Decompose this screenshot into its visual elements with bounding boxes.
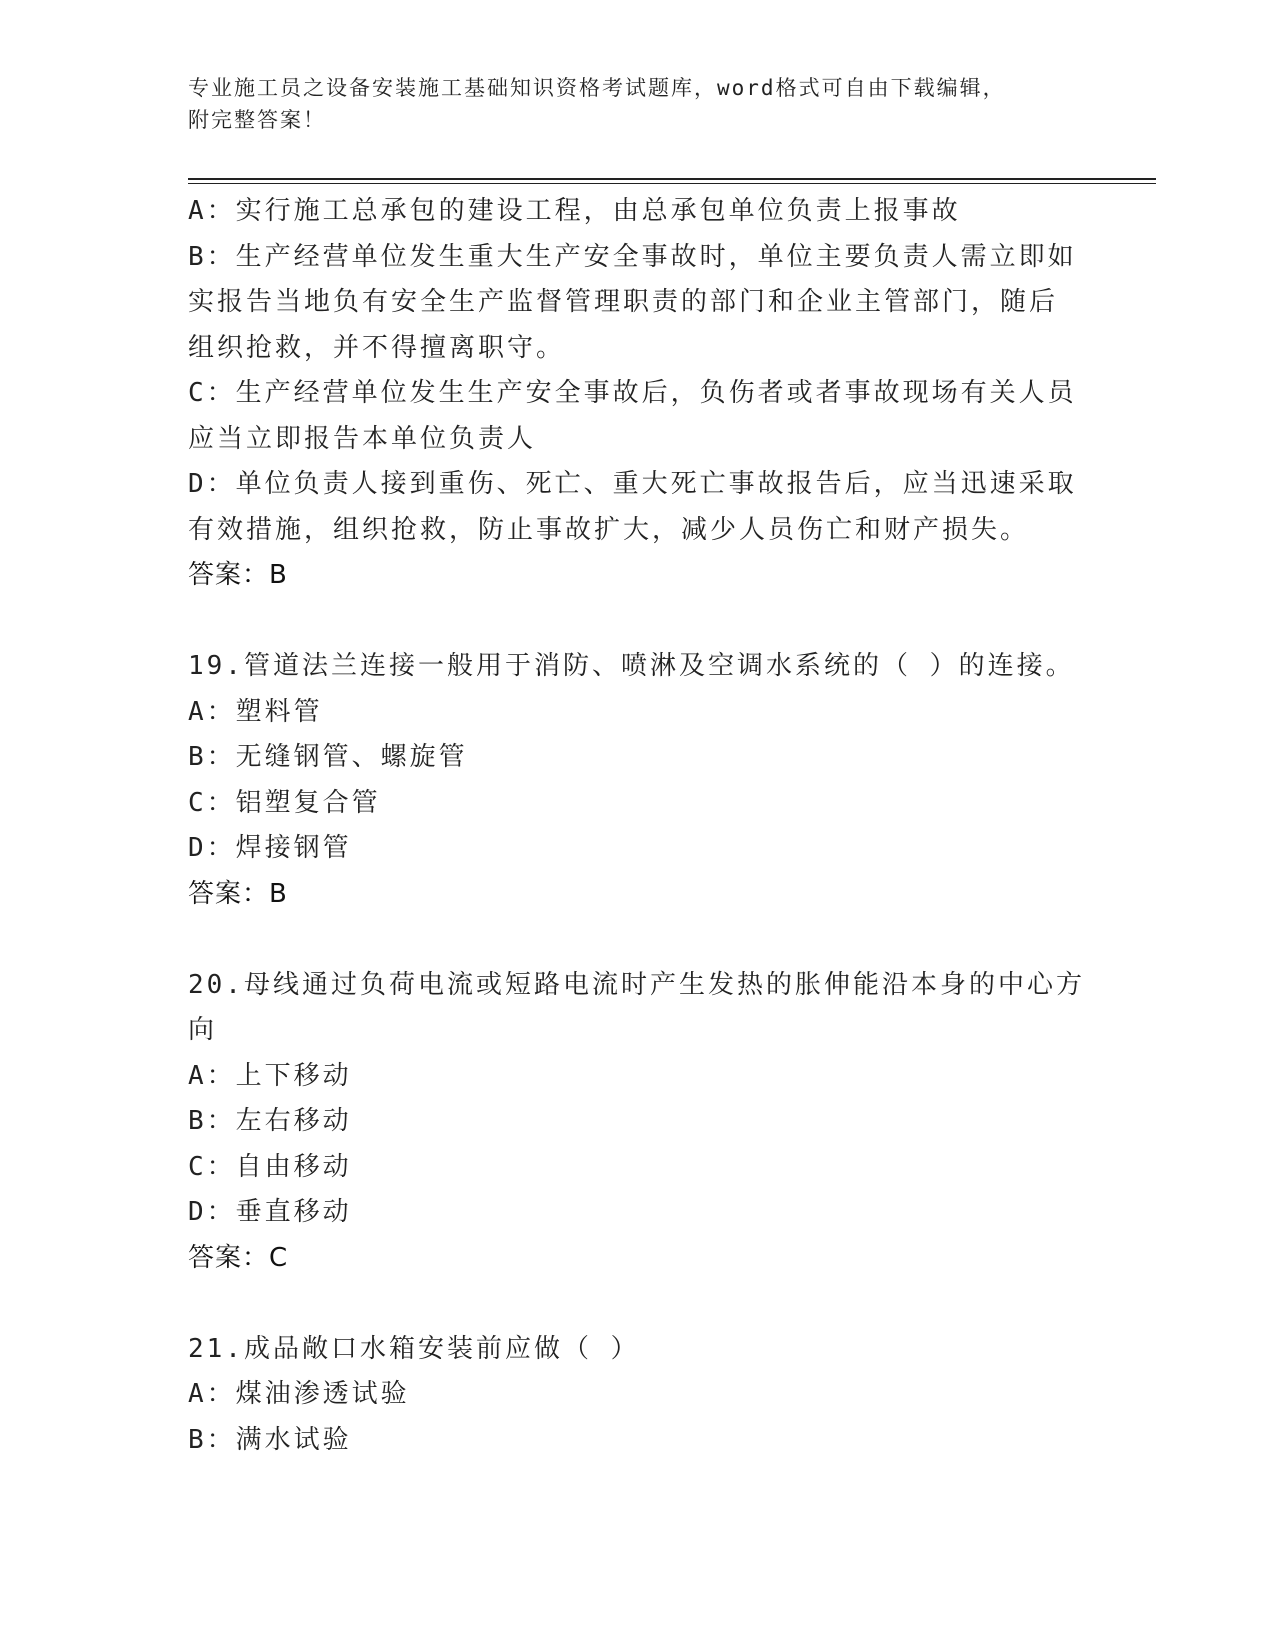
question-spacer [188,1281,1088,1327]
option-b: B：满水试验 [188,1424,352,1455]
question-19 [188,644,1088,917]
question-text: 21.成品敞口水箱安装前应做（ ） [188,1333,640,1364]
option-d: D：单位负责人接到重伤、死亡、重大死亡事故报告后，应当迅速采取 [188,469,1077,499]
option-d: D：垂直移动 [188,1197,352,1227]
option-c: C：生产经营单位发生生产安全事故后，负伤者或者事故现场有关人员 [188,378,1077,408]
header-line-2: 附完整答案！ [188,108,326,132]
question-list [188,189,1088,1463]
question-text-continued: 向 [188,1015,218,1045]
question-spacer [188,599,1088,645]
option-a: A：上下移动 [188,1060,352,1091]
option-b: B：无缝钢管、螺旋管 [188,742,468,772]
question-spacer [188,917,1088,963]
question-18 [188,189,1088,599]
option-c-continued: 应当立即报告本单位负责人 [188,423,537,454]
header-rule-thin [188,183,1156,184]
answer-label: 答案：B [188,560,288,590]
option-d-continued: 有效措施，组织抢救，防止事故扩大，减少人员伤亡和财产损失。 [188,514,1030,545]
option-b: B：生产经营单位发生重大生产安全事故时，单位主要负责人需立即如 [188,241,1077,272]
option-d: D：焊接钢管 [188,833,352,863]
option-a: A：实行施工总承包的建设工程，由总承包单位负责上报事故 [188,196,961,226]
option-b-continued: 组织抢救，并不得擅离职守。 [188,332,566,363]
option-c: C：自由移动 [188,1151,352,1182]
option-b-continued: 实报告当地负有安全生产监督管理职责的部门和企业主管部门，随后 [188,287,1059,317]
answer-label: 答案：B [188,878,288,909]
option-a: A：煤油渗透试验 [188,1379,410,1409]
answer-label: 答案：C [188,1242,289,1273]
option-c: C：铝塑复合管 [188,787,381,818]
option-b: B：左右移动 [188,1106,352,1136]
question-text: 19.管道法兰连接一般用于消防、喷淋及空调水系统的（ ）的连接。 [188,651,1075,681]
question-text: 20.母线通过负荷电流或短路电流时产生发热的胀伸能沿本身的中心方 [188,969,1085,1000]
header-rule-thick [188,178,1156,180]
option-a: A：塑料管 [188,696,323,727]
document-header [188,72,1088,136]
header-line-1: 专业施工员之设备安装施工基础知识资格考试题库，word格式可自由下载编辑， [188,76,1006,100]
question-20 [188,963,1088,1282]
question-21 [188,1327,1088,1464]
